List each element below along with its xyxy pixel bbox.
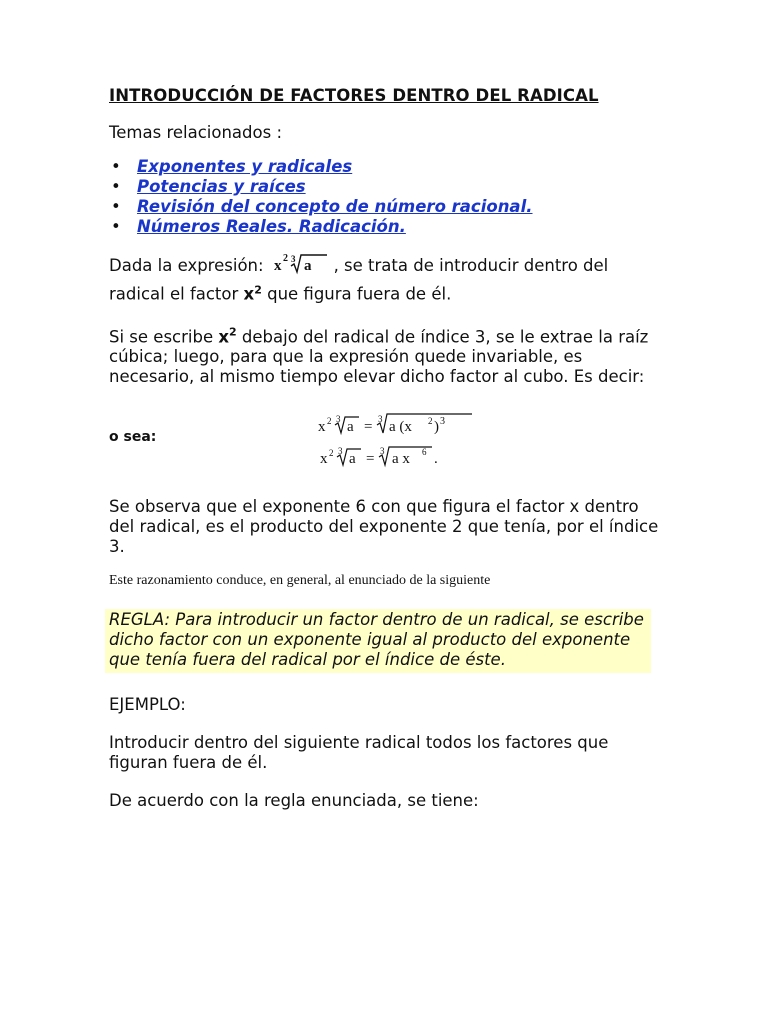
para1-end: que figura fuera de él. bbox=[267, 284, 452, 304]
link-numero-racional[interactable]: Revisión del concepto de número racional. bbox=[137, 197, 533, 216]
bullet-icon: • bbox=[111, 217, 121, 236]
paragraph-introducir: Introducir dentro del siguiente radical todos los factores que figuran fuera de él. bbox=[109, 733, 609, 772]
list-item bbox=[111, 197, 669, 217]
factor-x: x bbox=[218, 327, 230, 346]
f1-exp2: 2 bbox=[327, 416, 332, 426]
f1-close: ) bbox=[434, 419, 439, 435]
o-sea-label: o sea: bbox=[109, 429, 157, 445]
f1-eq: = bbox=[364, 419, 373, 435]
related-label: Temas relacionados : bbox=[109, 123, 283, 142]
expr-exp-2: 2 bbox=[282, 253, 288, 264]
link-numeros-reales[interactable]: Números Reales. Radicación. bbox=[137, 217, 406, 236]
factor-exp: 2 bbox=[229, 325, 237, 339]
factor-x: x bbox=[243, 284, 255, 304]
expr-a: a bbox=[303, 258, 312, 274]
paragraph-de-acuerdo: De acuerdo con la regla enunciada, se tiene: bbox=[109, 791, 479, 810]
related-links-list bbox=[109, 157, 669, 237]
radical-expression-image bbox=[274, 253, 330, 280]
f2-exp2: 2 bbox=[329, 448, 334, 458]
expr-index-3: 3 bbox=[290, 254, 296, 264]
expr-x: x bbox=[273, 258, 282, 274]
f2-eq: = bbox=[366, 451, 375, 467]
f2-dot: . bbox=[434, 451, 438, 467]
f1-exp3: 3 bbox=[440, 416, 445, 427]
link-exponentes-radicales[interactable]: Exponentes y radicales bbox=[137, 157, 353, 176]
f1-a-open: a (x bbox=[389, 419, 412, 435]
para1-before: Dada la expresión: bbox=[109, 256, 264, 275]
paragraph-dada-expresion bbox=[109, 253, 669, 305]
formula-image bbox=[314, 409, 484, 473]
f1-idx3: 3 bbox=[336, 414, 341, 424]
bullet-icon: • bbox=[111, 157, 121, 176]
bullet-icon: • bbox=[111, 177, 121, 196]
f2-x: x bbox=[320, 451, 328, 467]
f1-x: x bbox=[318, 419, 326, 435]
formula-block bbox=[109, 409, 669, 473]
link-potencias-raices[interactable]: Potencias y raíces bbox=[137, 177, 306, 196]
f2-idx3: 3 bbox=[338, 446, 343, 456]
f1-a: a bbox=[347, 419, 354, 435]
f2-exp6: 6 bbox=[422, 447, 427, 457]
list-item bbox=[111, 217, 669, 237]
f2-a: a bbox=[349, 451, 356, 467]
factor-exp: 2 bbox=[254, 283, 262, 296]
para2-rest: debajo del radical de índice 3, se le extrae la raíz cúbica; luego, para que la expresión quede invariable, es necesario, al mismo tiempo elevar dicho factor al cubo. Es decir: bbox=[109, 327, 649, 386]
f1-idx3b: 3 bbox=[378, 414, 383, 424]
paragraph-si-se-escribe bbox=[109, 323, 669, 388]
radical-expression-svg bbox=[274, 253, 330, 275]
rule-highlight-box: REGLA: Para introducir un factor dentro de un radical, se escribe dicho factor con un exponente igual al producto del exponente que tenía fuera del radical por el índice de éste. bbox=[105, 609, 651, 673]
page-title: INTRODUCCIÓN DE FACTORES DENTRO DEL RADICAL bbox=[109, 86, 599, 105]
bullet-icon: • bbox=[111, 197, 121, 216]
paragraph-se-observa: Se observa que el exponente 6 con que figura el factor x dentro del radical, es el producto del exponente 2 que tenía, por el índice 3. bbox=[109, 497, 659, 556]
f1-exp2b: 2 bbox=[428, 416, 433, 426]
para1-after: , se trata de introducir dentro del radical el factor bbox=[109, 256, 609, 304]
paragraph-razonamiento: Este razonamiento conduce, en general, al enunciado de la siguiente bbox=[109, 573, 491, 588]
f2-idx3b: 3 bbox=[380, 446, 385, 456]
list-item bbox=[111, 177, 669, 197]
para2-start: Si se escribe bbox=[109, 327, 214, 346]
list-item bbox=[111, 157, 669, 177]
ejemplo-heading: EJEMPLO: bbox=[109, 695, 186, 714]
document-page bbox=[109, 86, 669, 829]
f2-ax: a x bbox=[392, 451, 410, 467]
